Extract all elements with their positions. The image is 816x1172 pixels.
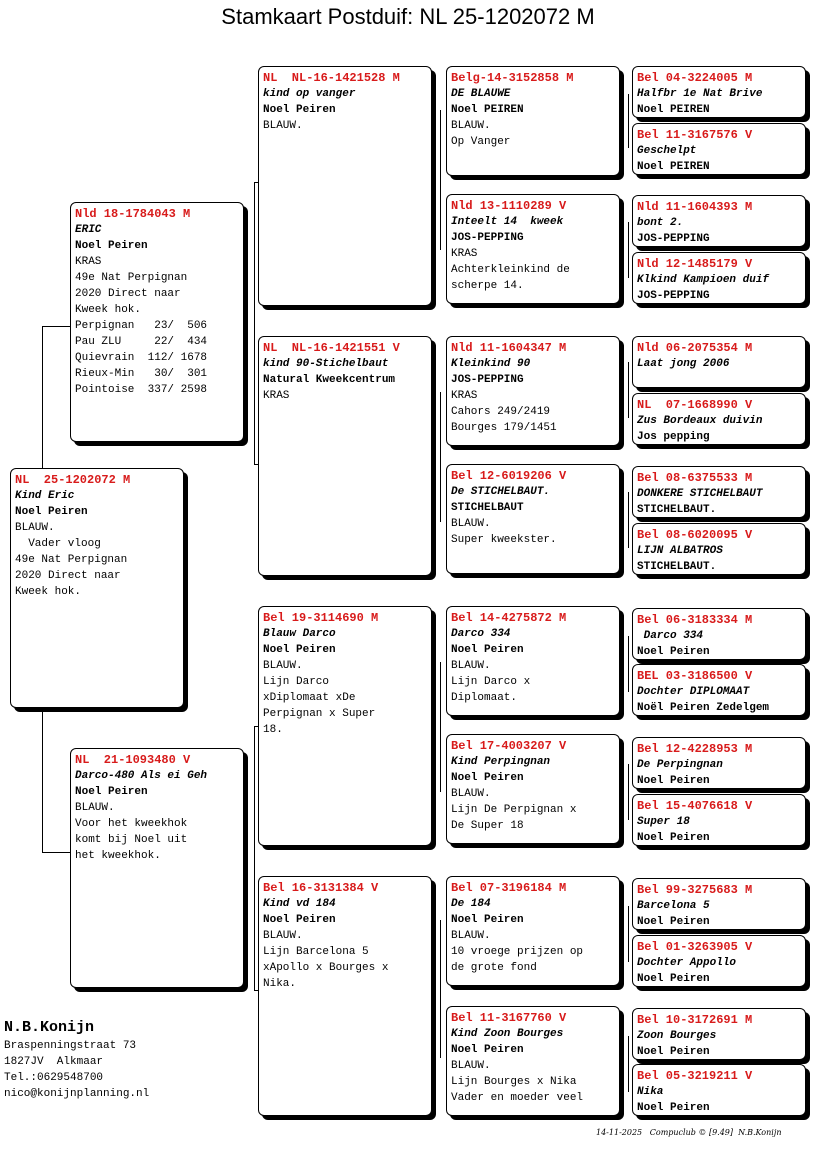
pigeon-card-fff[interactable]: [446, 66, 620, 176]
info-line: xDiplomaat xDe: [263, 692, 356, 704]
pigeon-name: Nika: [637, 1086, 664, 1098]
info-line: De Super 18: [451, 820, 524, 832]
pigeon-owner: Noel Peiren: [451, 644, 524, 656]
connector: [628, 492, 629, 548]
pigeon-card-g6[interactable]: [632, 393, 806, 445]
connector: [440, 920, 441, 1058]
pigeon-card-g16[interactable]: [632, 1064, 806, 1116]
pigeon-owner: STICHELBAUT: [451, 502, 524, 514]
pigeon-owner: Jos pepping: [637, 431, 710, 443]
pigeon-name: DE BLAUWE: [451, 88, 511, 100]
pigeon-owner: Noel Peiren: [75, 240, 148, 252]
pigeon-owner: JOS-PEPPING: [451, 232, 524, 244]
info-line: de grote fond: [451, 962, 537, 974]
ring-number: Bel 99-3275683 M: [637, 883, 753, 897]
pigeon-name: Zoon Bourges: [637, 1030, 717, 1042]
info-line: 18.: [263, 724, 283, 736]
pigeon-name: Kind Zoon Bourges: [451, 1028, 564, 1040]
info-line: Super kweekster.: [451, 534, 557, 546]
info-line: BLAUW.: [451, 518, 491, 530]
info-line: Nika.: [263, 978, 297, 990]
pigeon-owner: Noel Peiren: [637, 832, 710, 844]
pigeon-name: kind 90-Stichelbaut: [263, 358, 389, 370]
pigeon-name: Laat jong 2006: [637, 358, 730, 370]
info-line: Lijn Barcelona 5: [263, 946, 369, 958]
info-line: 10 vroege prijzen op: [451, 946, 584, 958]
info-line: komt bij Noel uit: [75, 834, 188, 846]
info-line: Lijn Darco x: [451, 676, 531, 688]
info-line: Achterkleinkind de: [451, 264, 570, 276]
info-line: Vader vloog: [15, 538, 101, 550]
pigeon-card-mff[interactable]: [446, 606, 620, 716]
breeder-address: Braspenningstraat 73: [4, 1040, 137, 1052]
info-line: 49e Nat Perpignan: [15, 554, 128, 566]
pigeon-name: Kind Eric: [15, 490, 75, 502]
pigeon-name: De Perpingnan: [637, 759, 723, 771]
pigeon-name: Darco 334: [451, 628, 511, 640]
pigeon-owner: Noel Peiren: [15, 506, 88, 518]
breeder-phone: Tel.:0629548700: [4, 1072, 104, 1084]
info-line: 2020 Direct naar: [75, 288, 181, 300]
pigeon-card-g14[interactable]: [632, 935, 806, 987]
pigeon-name: Dochter Appollo: [637, 957, 737, 969]
pigeon-card-g1[interactable]: [632, 66, 806, 118]
pigeon-card-mfm[interactable]: [446, 734, 620, 844]
info-line: Voor het kweekhok: [75, 818, 188, 830]
pigeon-owner: JOS-PEPPING: [637, 233, 710, 245]
ring-number: NL 07-1668990 V: [637, 398, 753, 412]
pigeon-card-g15[interactable]: [632, 1008, 806, 1060]
pigeon-card-mm[interactable]: [258, 876, 432, 1116]
ring-number: Bel 07-3196184 M: [451, 881, 567, 895]
ring-number: Bel 19-3114690 M: [263, 611, 379, 625]
ring-number: Nld 12-1485179 V: [637, 257, 753, 271]
pigeon-owner: Noel Peiren: [451, 1044, 524, 1056]
ring-number: Bel 08-6020095 V: [637, 528, 753, 542]
pigeon-owner: Noel Peiren: [637, 646, 710, 658]
info-line: KRAS: [75, 256, 102, 268]
ring-number: Nld 18-1784043 M: [75, 207, 191, 221]
pigeon-card-fm[interactable]: [258, 336, 432, 576]
info-line: 49e Nat Perpignan: [75, 272, 188, 284]
info-line: Perpignan x Super: [263, 708, 376, 720]
pigeon-owner: JOS-PEPPING: [451, 374, 524, 386]
connector: [628, 1036, 629, 1092]
pigeon-owner: Noel Peiren: [451, 914, 524, 926]
pigeon-card-g10[interactable]: [632, 664, 806, 716]
pigeon-name: Kind vd 184: [263, 898, 336, 910]
pigeon-name: Darco-480 Als ei Geh: [75, 770, 208, 782]
pigeon-owner: Noel Peiren: [263, 914, 336, 926]
ring-number: Bel 17-4003207 V: [451, 739, 567, 753]
pigeon-name: Halfbr 1e Nat Brive: [637, 88, 763, 100]
breeder-city: 1827JV Alkmaar: [4, 1056, 104, 1068]
pigeon-owner: Noel Peiren: [75, 786, 148, 798]
pigeon-name: Geschelpt: [637, 145, 697, 157]
info-line: Bourges 179/1451: [451, 422, 557, 434]
pigeon-owner: STICHELBAUT.: [637, 504, 717, 516]
ring-number: Bel 08-6375533 M: [637, 471, 753, 485]
pigeon-name: Klkind Kampioen duif: [637, 274, 770, 286]
info-line: KRAS: [451, 248, 478, 260]
pigeon-card-g11[interactable]: [632, 737, 806, 789]
ring-number: Bel 12-6019206 V: [451, 469, 567, 483]
pigeon-owner: Noel PEIREN: [637, 104, 710, 116]
ring-number: Bel 16-3131384 V: [263, 881, 379, 895]
pigeon-card-subject[interactable]: [10, 468, 184, 708]
info-line: Op Vanger: [451, 136, 511, 148]
ring-number: Bel 14-4275872 M: [451, 611, 567, 625]
pigeon-card-mmf[interactable]: [446, 876, 620, 986]
pigeon-name: Kind Perpingnan: [451, 756, 551, 768]
info-line: BLAUW.: [75, 802, 115, 814]
pigeon-name: Kleinkind 90: [451, 358, 531, 370]
pigeon-owner: Noel Peiren: [451, 772, 524, 784]
pigeon-name: kind op vanger: [263, 88, 356, 100]
ring-number: Bel 01-3263905 V: [637, 940, 753, 954]
connector: [628, 764, 629, 820]
info-line: BLAUW.: [451, 930, 491, 942]
pigeon-owner: Noel Peiren: [637, 1046, 710, 1058]
pigeon-card-g5[interactable]: [632, 336, 806, 388]
breeder-email: nico@konijnplanning.nl: [4, 1088, 150, 1100]
info-line: BLAUW.: [263, 930, 303, 942]
pigeon-owner: Noel Peiren: [637, 916, 710, 928]
info-line: het kweekhok.: [75, 850, 161, 862]
pigeon-name: Barcelona 5: [637, 900, 710, 912]
info-line: BLAUW.: [263, 660, 303, 672]
connector: [628, 362, 629, 418]
connector: [254, 726, 255, 990]
pigeon-card-g4[interactable]: [632, 252, 806, 304]
connector: [42, 326, 43, 470]
pigeon-card-fmf[interactable]: [446, 336, 620, 446]
ring-number: Nld 13-1110289 V: [451, 199, 567, 213]
ring-number: NL 21-1093480 V: [75, 753, 191, 767]
pigeon-owner: Noel Peiren: [637, 775, 710, 787]
pigeon-card-g9[interactable]: [632, 608, 806, 660]
info-line: Cahors 249/2419: [451, 406, 551, 418]
pigeon-owner: Noel PEIREN: [451, 104, 524, 116]
pigeon-owner: Noel Peiren: [263, 644, 336, 656]
pigeon-name: Darco 334: [637, 630, 704, 642]
info-line: Kweek hok.: [75, 304, 142, 316]
pigeon-name: De STICHELBAUT.: [451, 486, 551, 498]
info-line: BLAUW.: [451, 788, 491, 800]
breeder-name: N.B.Konijn: [4, 1019, 95, 1036]
pigeon-owner: STICHELBAUT.: [637, 561, 717, 573]
ring-number: NL NL-16-1421551 V: [263, 341, 400, 355]
pigeon-name: ERIC: [75, 224, 102, 236]
info-line: Kweek hok.: [15, 586, 82, 598]
pigeon-card-g7[interactable]: [632, 466, 806, 518]
page-title: Stamkaart Postduif: NL 25-1202072 M: [221, 4, 595, 29]
info-line: Lijn Bourges x Nika: [451, 1076, 577, 1088]
pigeon-name: LIJN ALBATROS: [637, 545, 723, 557]
pigeon-owner: Noel Peiren: [637, 973, 710, 985]
info-line: xApollo x Bourges x: [263, 962, 389, 974]
info-line: BLAUW.: [263, 120, 303, 132]
pigeon-card-g3[interactable]: [632, 195, 806, 247]
info-line: BLAUW.: [451, 660, 491, 672]
connector: [440, 662, 441, 792]
info-line: Vader en moeder veel: [451, 1092, 584, 1104]
pigeon-name: Super 18: [637, 816, 690, 828]
pigeon-card-ffm[interactable]: [446, 194, 620, 304]
pigeon-owner: Noel PEIREN: [637, 161, 710, 173]
ring-number: Bel 11-3167576 V: [637, 128, 753, 142]
ring-number: Bel 15-4076618 V: [637, 799, 753, 813]
ring-number: Bel 12-4228953 M: [637, 742, 753, 756]
ring-number: Nld 11-1604347 M: [451, 341, 567, 355]
footer-credit: 14-11-2025 Compuclub © [9.49] N.B.Konijn: [596, 1128, 782, 1137]
race-result: Pointoise 337/ 2598: [75, 384, 208, 396]
info-line: 2020 Direct naar: [15, 570, 121, 582]
pigeon-name: bont 2.: [637, 217, 684, 229]
pigeon-name: Dochter DIPLOMAAT: [637, 686, 750, 698]
ring-number: Bel 05-3219211 V: [637, 1069, 753, 1083]
info-line: Diplomaat.: [451, 692, 518, 704]
pigeon-name: Zus Bordeaux duivin: [637, 415, 763, 427]
pigeon-owner: JOS-PEPPING: [637, 290, 710, 302]
pigeon-card-mother[interactable]: [70, 748, 244, 988]
pigeon-card-ff[interactable]: [258, 66, 432, 306]
ring-number: NL 25-1202072 M: [15, 473, 131, 487]
ring-number: Bel 11-3167760 V: [451, 1011, 567, 1025]
connector: [628, 94, 629, 148]
race-result: Perpignan 23/ 506: [75, 320, 208, 332]
pigeon-card-g2[interactable]: [632, 123, 806, 175]
connector: [440, 392, 441, 522]
pigeon-card-fmm[interactable]: [446, 464, 620, 574]
info-line: KRAS: [263, 390, 290, 402]
info-line: Lijn Darco: [263, 676, 330, 688]
info-line: KRAS: [451, 390, 478, 402]
info-line: Lijn De Perpignan x: [451, 804, 577, 816]
connector: [628, 906, 629, 962]
info-line: BLAUW.: [451, 120, 491, 132]
connector: [42, 708, 43, 852]
pigeon-name: Inteelt 14 kweek: [451, 216, 564, 228]
ring-number: Bel 06-3183334 M: [637, 613, 753, 627]
pigeon-card-father[interactable]: [70, 202, 244, 442]
connector: [42, 326, 70, 327]
info-line: scherpe 14.: [451, 280, 524, 292]
pigeon-name: Blauw Darco: [263, 628, 336, 640]
pigeon-owner: Noel Peiren: [637, 1102, 710, 1114]
ring-number: Nld 06-2075354 M: [637, 341, 753, 355]
info-line: BLAUW.: [451, 1060, 491, 1072]
ring-number: Bel 04-3224005 M: [637, 71, 753, 85]
pigeon-card-mmm[interactable]: [446, 1006, 620, 1116]
race-result: Rieux-Min 30/ 301: [75, 368, 208, 380]
race-result: Quievrain 112/ 1678: [75, 352, 208, 364]
connector: [440, 110, 441, 250]
pigeon-card-g8[interactable]: [632, 523, 806, 575]
info-line: BLAUW.: [15, 522, 55, 534]
ring-number: NL NL-16-1421528 M: [263, 71, 400, 85]
pigeon-card-g13[interactable]: [632, 878, 806, 930]
connector: [254, 182, 255, 464]
pigeon-owner: Noel Peiren: [263, 104, 336, 116]
pigeon-card-mf[interactable]: [258, 606, 432, 846]
ring-number: Belg-14-3152858 M: [451, 71, 574, 85]
ring-number: BEL 03-3186500 V: [637, 669, 753, 683]
connector: [42, 852, 70, 853]
pigeon-owner: Natural Kweekcentrum: [263, 374, 396, 386]
pigeon-name: DONKERE STICHELBAUT: [637, 488, 763, 500]
breeder-info: [4, 1018, 149, 1102]
pigeon-card-g12[interactable]: [632, 794, 806, 846]
race-result: Pau ZLU 22/ 434: [75, 336, 208, 348]
pigeon-name: De 184: [451, 898, 491, 910]
ring-number: Bel 10-3172691 M: [637, 1013, 753, 1027]
connector: [628, 636, 629, 692]
ring-number: Nld 11-1604393 M: [637, 200, 753, 214]
pigeon-owner: Noël Peiren Zedelgem: [637, 702, 770, 714]
connector: [628, 222, 629, 278]
